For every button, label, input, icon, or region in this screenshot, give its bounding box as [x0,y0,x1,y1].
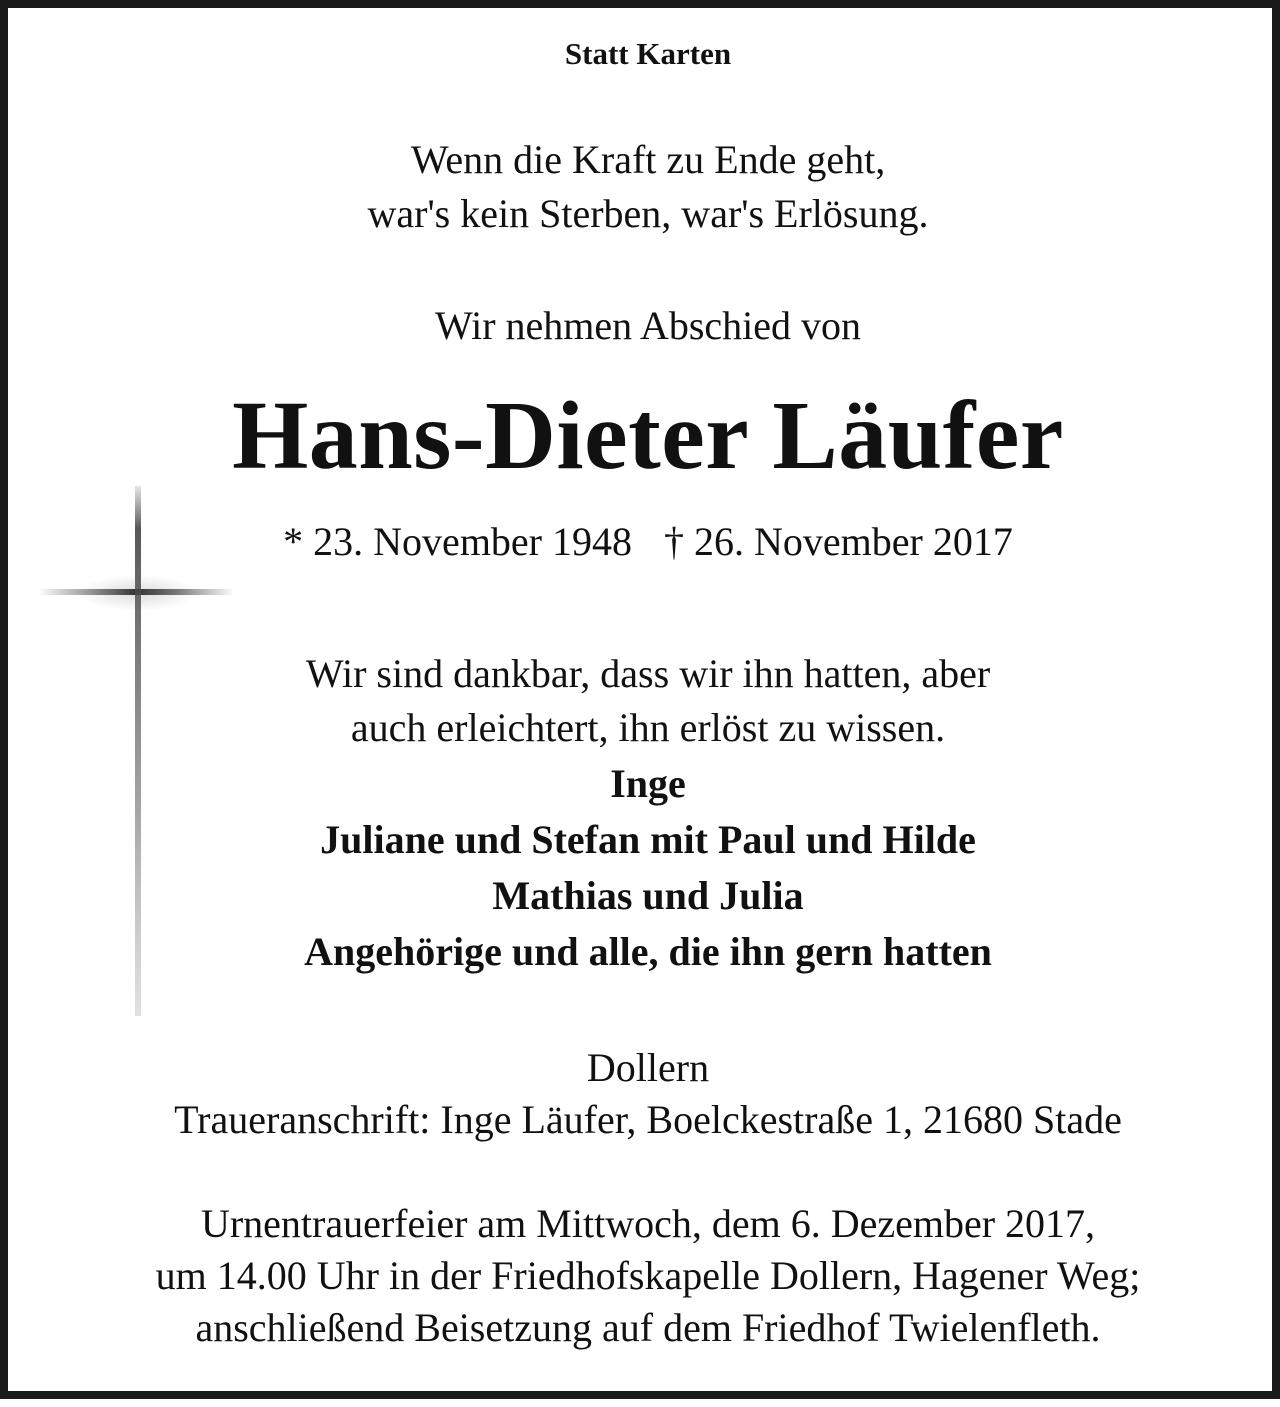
service-line: anschließend Beisetzung auf dem Friedhof Twielenfleth. [195,1305,1101,1350]
place-name: Dollern [586,1045,710,1090]
thanks-line: Wir sind dankbar, dass wir ihn hatten, aber [305,651,991,696]
verse-line: war's kein Sterben, war's Erlösung. [367,191,929,236]
verse-line: Wenn die Kraft zu Ende geht, [410,137,886,182]
mourner-line: Juliane und Stefan mit Paul und Hilde [320,817,976,862]
mourner-line: Inge [610,761,686,806]
service-line: Urnentrauerfeier am Mittwoch, dem 6. Dezember 2017, [200,1201,1096,1246]
farewell-text: Wir nehmen Abschied von [434,303,862,348]
mourner-line: Angehörige und alle, die ihn gern hatten [304,929,992,974]
mourning-address: Traueranschrift: Inge Läufer, Boelckestraße 1, 21680 Stade [174,1097,1122,1142]
death-date: † 26. November 2017 [664,519,1013,564]
deceased-name: Hans-Dieter Läufer [232,382,1064,490]
life-dates [8,518,1280,565]
mourner-line: Mathias und Julia [492,873,804,918]
header-statt-karten: Statt Karten [564,36,732,71]
service-line: um 14.00 Uhr in der Friedhofskapelle Dollern, Hagener Weg; [155,1253,1141,1298]
thanks-line: auch erleichtert, ihn erlöst zu wissen. [350,705,946,750]
birth-date: * 23. November 1948 [283,519,632,564]
